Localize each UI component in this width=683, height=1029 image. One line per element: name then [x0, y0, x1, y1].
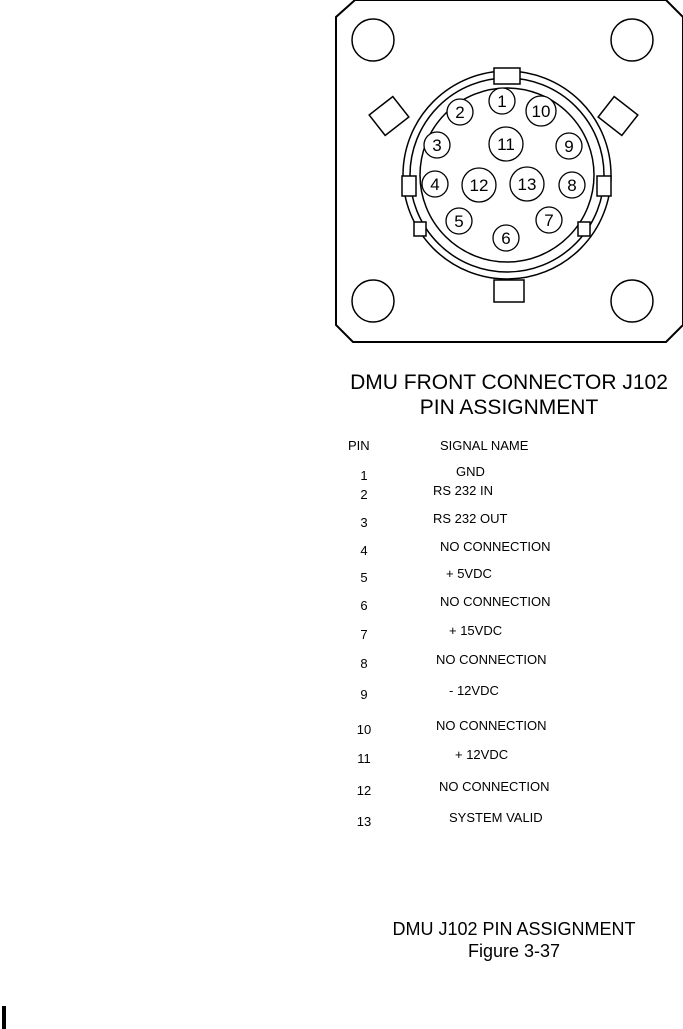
- connector-diagram: [0, 0, 683, 360]
- table-row-signal: - 12VDC: [449, 683, 499, 698]
- table-row-signal: GND: [456, 464, 485, 479]
- pin-label: 8: [567, 176, 577, 195]
- table-row-pin: 7: [360, 627, 368, 642]
- mounting-hole-top-left: [352, 19, 394, 61]
- table-header-signal: SIGNAL NAME: [440, 438, 529, 453]
- table-row-signal: RS 232 IN: [433, 483, 493, 498]
- table-row-signal: + 12VDC: [455, 747, 509, 762]
- right-lug: [598, 97, 638, 136]
- pin-label: 9: [564, 137, 574, 156]
- table-row-pin: 5: [360, 570, 368, 585]
- figure-title-line1: DMU FRONT CONNECTOR J102: [350, 371, 668, 394]
- caption-title: DMU J102 PIN ASSIGNMENT: [392, 919, 636, 939]
- table-row-signal: NO CONNECTION: [439, 779, 550, 794]
- pin-label: 5: [454, 212, 464, 231]
- table-row-signal: RS 232 OUT: [433, 511, 508, 526]
- pin-label: 6: [501, 229, 511, 248]
- table-row-pin: 11: [357, 751, 371, 766]
- right-notch: [597, 176, 611, 196]
- table-row-pin: 2: [360, 487, 368, 502]
- right-lower-notch: [578, 222, 590, 236]
- top-keyway: [494, 68, 520, 84]
- mounting-hole-bottom-right: [611, 280, 653, 322]
- table-row-signal: NO CONNECTION: [440, 594, 551, 609]
- pin-label: 13: [517, 175, 537, 194]
- pin-label: 10: [531, 102, 551, 121]
- table-row-pin: 10: [356, 722, 372, 737]
- table-row-pin: 12: [356, 783, 372, 798]
- table-row-pin: 8: [360, 656, 368, 671]
- left-lower-notch: [414, 222, 426, 236]
- mounting-hole-top-right: [611, 19, 653, 61]
- left-lug: [369, 97, 409, 136]
- table-row-pin: 3: [360, 515, 368, 530]
- pin-label: 1: [497, 92, 507, 111]
- table-row-pin: 4: [360, 543, 368, 558]
- table-row-signal: + 5VDC: [446, 566, 492, 581]
- caption-figure-number: Figure 3-37: [467, 941, 561, 961]
- left-notch: [402, 176, 416, 196]
- mounting-hole-bottom-left: [352, 280, 394, 322]
- pin-label: 11: [497, 135, 515, 154]
- table-row-pin: 1: [360, 468, 368, 483]
- bottom-key: [494, 280, 524, 302]
- table-header-pin: PIN: [348, 438, 370, 453]
- pin-label: 3: [432, 136, 442, 155]
- table-row-signal: NO CONNECTION: [440, 539, 551, 554]
- table-row-signal: NO CONNECTION: [436, 718, 547, 733]
- pin-label: 7: [544, 211, 554, 230]
- table-row-pin: 6: [360, 598, 368, 613]
- table-row-pin: 9: [360, 687, 368, 702]
- pin-label: 12: [469, 176, 489, 195]
- table-row-signal: + 15VDC: [449, 623, 503, 638]
- pin-label: 4: [430, 175, 440, 194]
- figure-title-line2: PIN ASSIGNMENT: [419, 396, 599, 419]
- table-row-signal: SYSTEM VALID: [449, 810, 543, 825]
- table-row-pin: 13: [356, 814, 372, 829]
- change-bar: [2, 1006, 6, 1029]
- table-row-signal: NO CONNECTION: [436, 652, 547, 667]
- pin-label: 2: [455, 103, 465, 122]
